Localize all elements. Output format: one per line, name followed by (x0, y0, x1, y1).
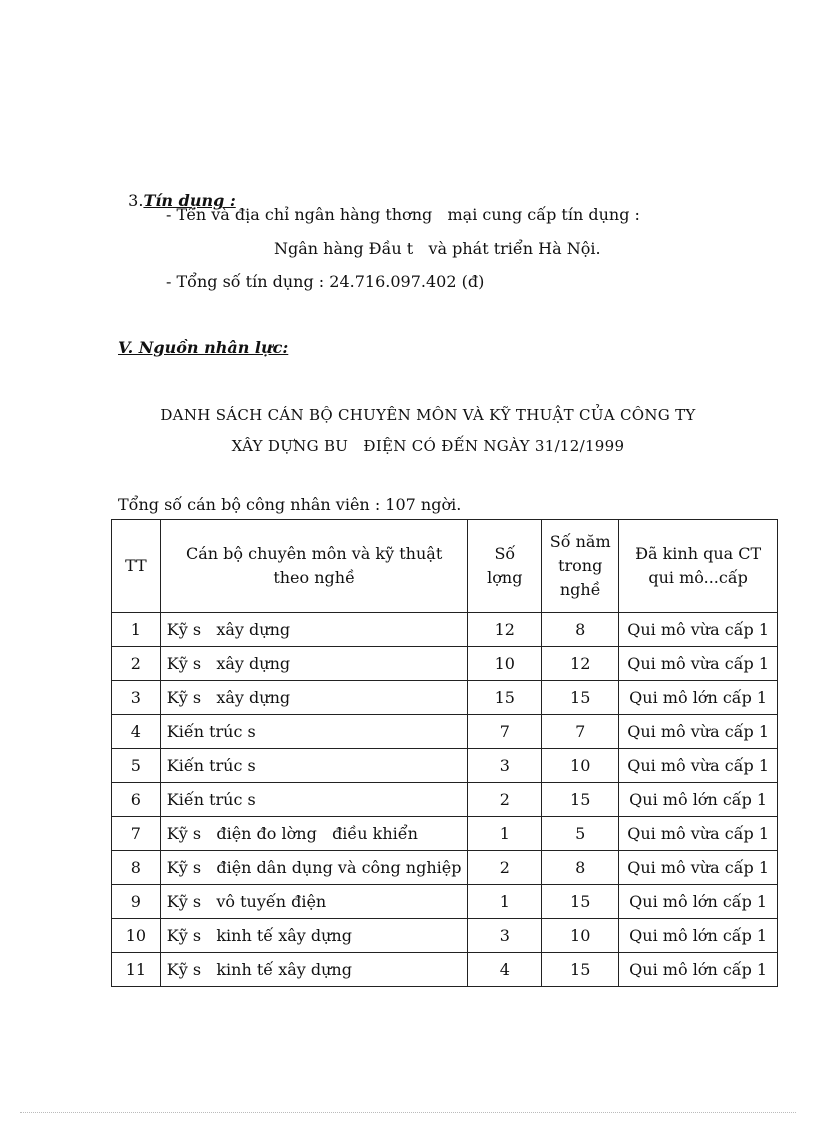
cell-years: 7 (542, 715, 619, 749)
table-header-row (112, 520, 778, 613)
cell-tt: 6 (112, 783, 161, 817)
table-row (112, 613, 778, 647)
cell-quantity: 15 (468, 681, 542, 715)
cell-specialty: Kiến trúc s (160, 783, 468, 817)
table-row (112, 715, 778, 749)
cell-years: 5 (542, 817, 619, 851)
header-quantity: Số lợng (468, 520, 542, 613)
cell-tt: 2 (112, 647, 161, 681)
cell-years: 12 (542, 647, 619, 681)
cell-years: 15 (542, 681, 619, 715)
table-row (112, 885, 778, 919)
cell-quantity: 7 (468, 715, 542, 749)
table-row (112, 953, 778, 987)
cell-experience: Qui mô lớn cấp 1 (619, 919, 778, 953)
cell-quantity: 1 (468, 885, 542, 919)
cell-experience: Qui mô vừa cấp 1 (619, 817, 778, 851)
cell-tt: 11 (112, 953, 161, 987)
cell-tt: 7 (112, 817, 161, 851)
cell-quantity: 3 (468, 749, 542, 783)
cell-experience: Qui mô lớn cấp 1 (619, 783, 778, 817)
cell-specialty: Kỹ s điện dân dụng và công nghiệp (160, 851, 468, 885)
page-bottom-rule (20, 1112, 796, 1113)
cell-quantity: 2 (468, 783, 542, 817)
cell-experience: Qui mô lớn cấp 1 (619, 953, 778, 987)
cell-quantity: 10 (468, 647, 542, 681)
cell-specialty: Kỹ s xây dựng (160, 647, 468, 681)
cell-experience: Qui mô vừa cấp 1 (619, 851, 778, 885)
table-row (112, 817, 778, 851)
cell-years: 15 (542, 953, 619, 987)
cell-tt: 8 (112, 851, 161, 885)
credit-title: Tín dụng : (143, 191, 236, 210)
header-specialty: Cán bộ chuyên môn và kỹ thuật theo nghề (160, 520, 468, 613)
total-staff: Tổng số cán bộ công nhân viên : 107 ngời. (118, 495, 462, 514)
credit-bank-name: Ngân hàng Đầu t và phát triển Hà Nội. (274, 239, 601, 258)
table-row (112, 783, 778, 817)
cell-years: 15 (542, 783, 619, 817)
header-experience: Đã kinh qua CT qui mô...cấp (619, 520, 778, 613)
cell-quantity: 12 (468, 613, 542, 647)
cell-tt: 4 (112, 715, 161, 749)
section-title: V. Nguồn nhân lực: (118, 338, 289, 357)
cell-specialty: Kỹ s kinh tế xây dựng (160, 953, 468, 987)
cell-quantity: 2 (468, 851, 542, 885)
cell-specialty: Kỹ s điện đo lờng điều khiển (160, 817, 468, 851)
credit-bank-label: - Tên và địa chỉ ngân hàng thơng mại cung cấp tín dụng : (166, 205, 640, 224)
cell-experience: Qui mô vừa cấp 1 (619, 715, 778, 749)
cell-specialty: Kỹ s xây dựng (160, 613, 468, 647)
credit-total: - Tổng số tín dụng : 24.716.097.402 (đ) (166, 272, 485, 291)
table-row (112, 749, 778, 783)
cell-years: 10 (542, 749, 619, 783)
cell-specialty: Kiến trúc s (160, 749, 468, 783)
table-row (112, 647, 778, 681)
credit-number: 3. (128, 191, 144, 210)
cell-tt: 5 (112, 749, 161, 783)
cell-quantity: 4 (468, 953, 542, 987)
cell-specialty: Kiến trúc s (160, 715, 468, 749)
table-row (112, 851, 778, 885)
cell-tt: 10 (112, 919, 161, 953)
cell-years: 15 (542, 885, 619, 919)
header-years: Số năm trong nghề (542, 520, 619, 613)
cell-tt: 9 (112, 885, 161, 919)
cell-experience: Qui mô vừa cấp 1 (619, 647, 778, 681)
table-row (112, 919, 778, 953)
cell-specialty: Kỹ s kinh tế xây dựng (160, 919, 468, 953)
cell-tt: 1 (112, 613, 161, 647)
cell-years: 8 (542, 613, 619, 647)
cell-tt: 3 (112, 681, 161, 715)
header-tt: TT (112, 520, 161, 613)
cell-experience: Qui mô vừa cấp 1 (619, 613, 778, 647)
table-row (112, 681, 778, 715)
staff-table (111, 519, 778, 987)
cell-years: 10 (542, 919, 619, 953)
cell-specialty: Kỹ s xây dựng (160, 681, 468, 715)
cell-experience: Qui mô vừa cấp 1 (619, 749, 778, 783)
list-title-line1: DANH SÁCH CÁN BỘ CHUYÊN MÔN VÀ KỸ THUẬT CỦA CÔNG TY (160, 406, 696, 424)
list-title-line2: XÂY DỰNG BU ĐIỆN CÓ ĐẾN NGÀY 31/12/1999 (231, 437, 625, 455)
cell-quantity: 3 (468, 919, 542, 953)
cell-quantity: 1 (468, 817, 542, 851)
cell-years: 8 (542, 851, 619, 885)
cell-experience: Qui mô lớn cấp 1 (619, 681, 778, 715)
cell-experience: Qui mô lớn cấp 1 (619, 885, 778, 919)
cell-specialty: Kỹ s vô tuyến điện (160, 885, 468, 919)
